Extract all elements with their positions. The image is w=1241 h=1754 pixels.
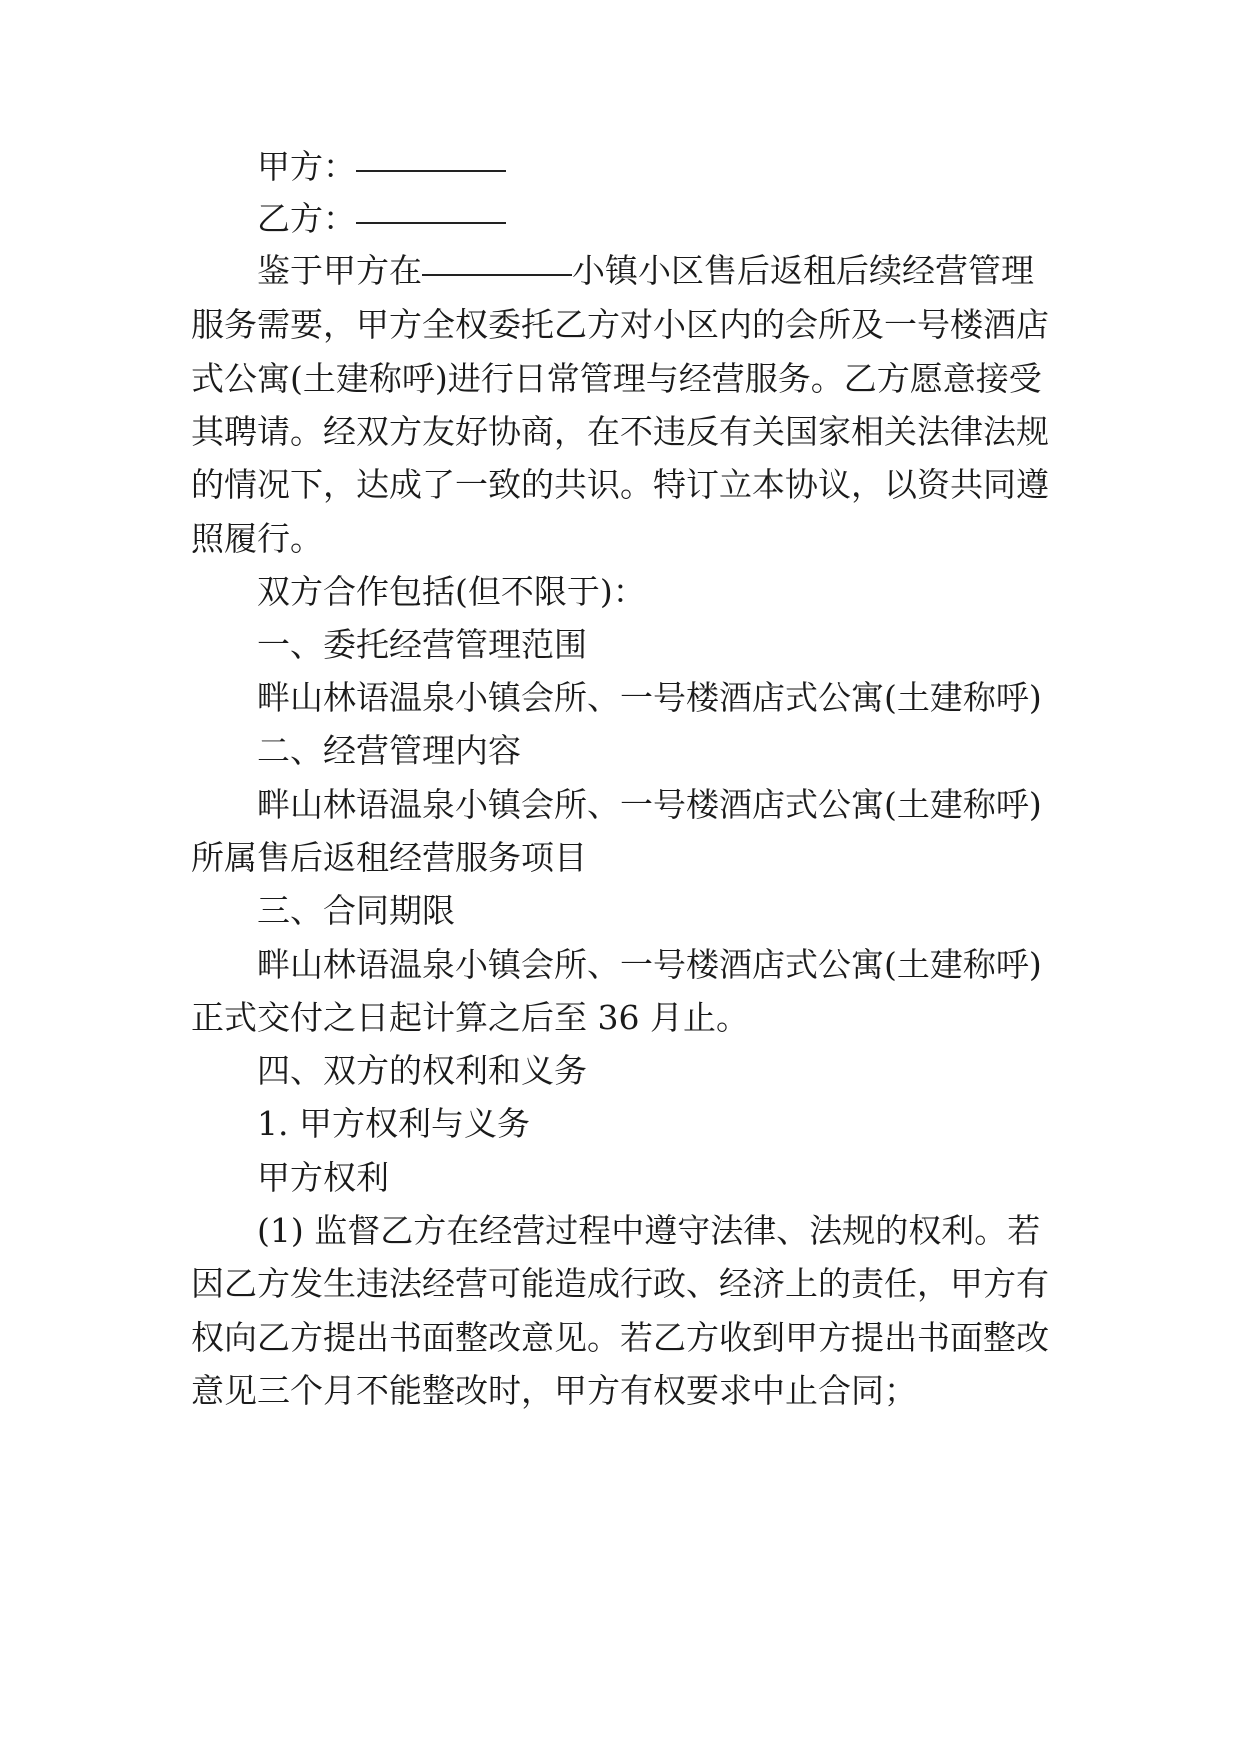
preamble-text-b: 小镇小区售后返租后续经营管理 bbox=[572, 251, 1034, 290]
party-b-blank bbox=[356, 200, 506, 224]
section-3-body-line-2: 正式交付之日起计算之后至 36 月止。 bbox=[191, 998, 749, 1037]
preamble-line-2: 服务需要，甲方全权委托乙方对小区内的会所及一号楼酒店 bbox=[191, 305, 1049, 344]
party-a-line bbox=[257, 138, 506, 196]
preamble-text-a: 鉴于甲方在 bbox=[257, 251, 422, 290]
party-a-blank bbox=[356, 148, 506, 172]
preamble-line-3: 式公寓(土建称呼)进行日常管理与经营服务。乙方愿意接受 bbox=[191, 359, 1042, 398]
party-a-rights-heading: 甲方权利 bbox=[257, 1158, 389, 1197]
party-a-label: 甲方： bbox=[257, 147, 356, 186]
party-b-label: 乙方： bbox=[257, 199, 356, 238]
section-3-body-line-1: 畔山林语温泉小镇会所、一号楼酒店式公寓(土建称呼) bbox=[257, 945, 1042, 984]
item-1-line-3: 权向乙方提出书面整改意见。若乙方收到甲方提出书面整改 bbox=[191, 1318, 1049, 1357]
party-b-line bbox=[257, 190, 506, 248]
preamble-line-6: 照履行。 bbox=[191, 519, 323, 558]
section-1-heading: 一、委托经营管理范围 bbox=[257, 625, 587, 664]
section-4-sub-1: 1. 甲方权利与义务 bbox=[257, 1104, 530, 1143]
section-2-body-line-2: 所属售后返租经营服务项目 bbox=[191, 838, 587, 877]
item-1-line-2: 因乙方发生违法经营可能造成行政、经济上的责任，甲方有 bbox=[191, 1264, 1049, 1303]
item-1-line-4: 意见三个月不能整改时，甲方有权要求中止合同； bbox=[191, 1371, 917, 1410]
item-1-line-1: (1) 监督乙方在经营过程中遵守法律、法规的权利。若 bbox=[257, 1211, 1041, 1250]
section-2-body-line-1: 畔山林语温泉小镇会所、一号楼酒店式公寓(土建称呼) bbox=[257, 785, 1042, 824]
preamble-line-1 bbox=[257, 242, 1034, 300]
section-1-body: 畔山林语温泉小镇会所、一号楼酒店式公寓(土建称呼) bbox=[257, 678, 1042, 717]
section-2-heading: 二、经营管理内容 bbox=[257, 731, 521, 770]
cooperation-intro: 双方合作包括(但不限于)： bbox=[257, 572, 646, 611]
preamble-line-4: 其聘请。经双方友好协商，在不违反有关国家相关法律法规 bbox=[191, 412, 1049, 451]
section-4-heading: 四、双方的权利和义务 bbox=[257, 1051, 587, 1090]
preamble-line-5: 的情况下，达成了一致的共识。特订立本协议，以资共同遵 bbox=[191, 465, 1049, 504]
town-name-blank bbox=[422, 252, 572, 276]
section-3-heading: 三、合同期限 bbox=[257, 891, 455, 930]
